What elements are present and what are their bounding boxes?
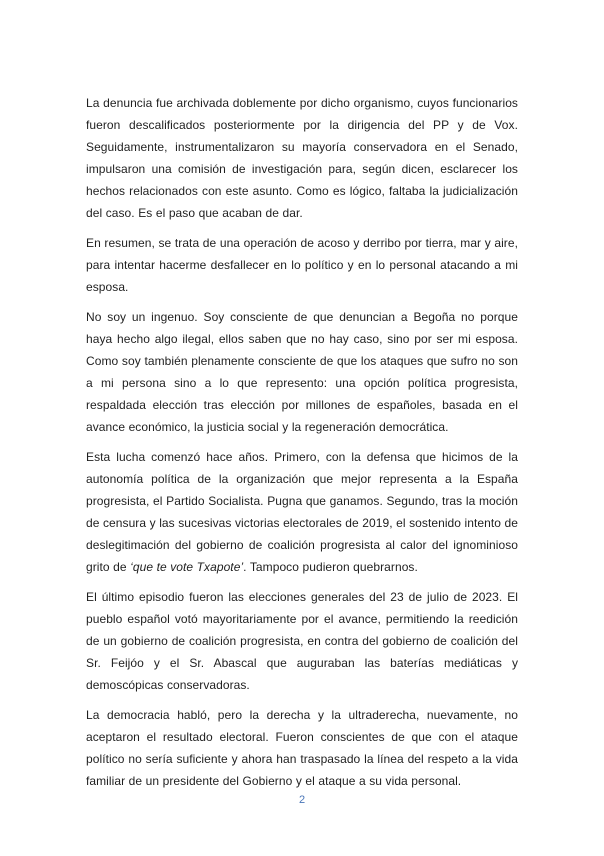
paragraph-text-segment: Esta lucha comenzó hace años. Primero, con la defensa que hicimos de la autonomía política de la organización que mejor representa a la España progresista, el Partido Socialista. Pugna que ganamos. Segundo, tras la moción de censura y las sucesivas victorias electorales de 2019, el sostenido intento de deslegitimación del gobierno de coalición progresista al calor del ignominioso grito de: [86, 450, 518, 574]
quoted-slogan: ‘que te vote Txapote’: [130, 560, 244, 574]
paragraph-text-segment: . Tampoco pudieron quebrarnos.: [243, 560, 418, 574]
paragraph: No soy un ingenuo. Soy consciente de que denuncian a Begoña no porque haya hecho algo ilegal, ellos saben que no hay caso, sino por ser mi esposa. Como soy también plenamente consciente de que los ataques que sufro no son a mi persona sino a lo que represento: una opción política progresista, respaldada elección tras elección por millones de españoles, basada en el avance económico, la justicia social y la regeneración democrática.: [86, 310, 518, 434]
paragraph: [86, 446, 518, 578]
paragraph: En resumen, se trata de una operación de acoso y derribo por tierra, mar y aire, para intentar hacerme desfallecer en lo político y en lo personal atacando a mi esposa.: [86, 236, 518, 294]
document-body: [86, 92, 518, 792]
paragraph: La denuncia fue archivada doblemente por dicho organismo, cuyos funcionarios fueron descalificados posteriormente por la dirigencia del PP y de Vox. Seguidamente, instrumentalizaron su mayoría conservadora en el Senado, impulsaron una comisión de investigación para, según dicen, esclarecer los hechos relacionados con este asunto. Como es lógico, faltaba la judicialización del caso. Es el paso que acaban de dar.: [86, 96, 518, 220]
page-number: 2: [298, 794, 306, 806]
paragraph: La democracia habló, pero la derecha y la ultraderecha, nuevamente, no aceptaron el resultado electoral. Fueron conscientes de que con el ataque político no sería suficiente y ahora han traspasado la línea del respeto a la vida familiar de un presidente del Gobierno y el ataque a su vida personal.: [86, 708, 518, 788]
paragraph: El último episodio fueron las elecciones generales del 23 de julio de 2023. El pueblo español votó mayoritariamente por el avance, permitiendo la reedición de un gobierno de coalición progresista, en contra del gobierno de coalición del Sr. Feijóo y el Sr. Abascal que auguraban las baterías mediáticas y demoscópicas conservadoras.: [86, 590, 518, 692]
